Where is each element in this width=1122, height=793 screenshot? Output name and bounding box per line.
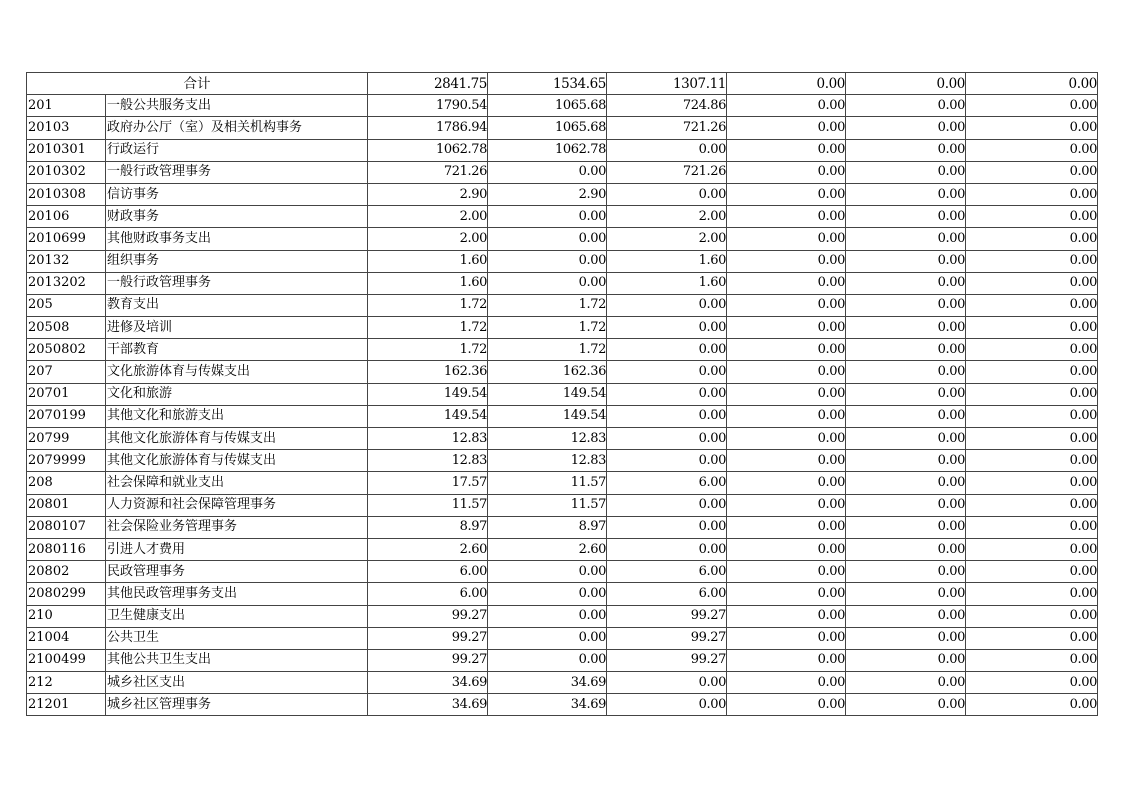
amount-cell: 0.00: [727, 250, 846, 272]
amount-cell: 17.57: [368, 472, 488, 494]
subject-name: 其他文化和旅游支出: [106, 405, 368, 427]
amount-cell: 1065.68: [488, 95, 607, 117]
amount-cell: 0.00: [488, 272, 607, 294]
amount-cell: 0.00: [966, 450, 1098, 472]
table-row: [27, 383, 1098, 405]
subject-code: 2010699: [27, 228, 106, 250]
amount-cell: 11.57: [488, 472, 607, 494]
table-row: [27, 649, 1098, 671]
amount-cell: 0.00: [966, 538, 1098, 560]
amount-cell: 0.00: [966, 206, 1098, 228]
subject-name: 其他文化旅游体育与传媒支出: [106, 428, 368, 450]
amount-cell: 0.00: [966, 605, 1098, 627]
amount-cell: 0.00: [727, 339, 846, 361]
expenditure-table: [26, 72, 1098, 716]
subject-name: 公共卫生: [106, 627, 368, 649]
table-row: [27, 95, 1098, 117]
amount-cell: 0.00: [607, 294, 727, 316]
subject-name: 信访事务: [106, 183, 368, 205]
table-row: [27, 694, 1098, 716]
amount-cell: 0.00: [488, 206, 607, 228]
amount-cell: 0.00: [607, 538, 727, 560]
subject-code: 2079999: [27, 450, 106, 472]
subject-name: 政府办公厅（室）及相关机构事务: [106, 117, 368, 139]
amount-cell: 12.83: [368, 450, 488, 472]
table-row: [27, 494, 1098, 516]
amount-cell: 2.00: [368, 228, 488, 250]
subject-code: 20508: [27, 317, 106, 339]
amount-cell: 162.36: [488, 361, 607, 383]
amount-cell: 1790.54: [368, 95, 488, 117]
total-value-4: 0.00: [727, 73, 846, 95]
amount-cell: 1.72: [368, 339, 488, 361]
amount-cell: 0.00: [727, 117, 846, 139]
amount-cell: 0.00: [846, 361, 966, 383]
amount-cell: 1.72: [488, 294, 607, 316]
table-row: [27, 405, 1098, 427]
amount-cell: 0.00: [727, 605, 846, 627]
amount-cell: 0.00: [966, 228, 1098, 250]
amount-cell: 6.00: [368, 561, 488, 583]
table-row: [27, 561, 1098, 583]
subject-name: 引进人才费用: [106, 538, 368, 560]
total-label: 合计: [27, 73, 368, 95]
amount-cell: 1062.78: [488, 139, 607, 161]
amount-cell: 0.00: [846, 339, 966, 361]
subject-name: 城乡社区支出: [106, 672, 368, 694]
amount-cell: 8.97: [488, 516, 607, 538]
amount-cell: 0.00: [966, 516, 1098, 538]
amount-cell: 0.00: [727, 95, 846, 117]
subject-name: 城乡社区管理事务: [106, 694, 368, 716]
subject-code: 2010308: [27, 183, 106, 205]
amount-cell: 0.00: [846, 538, 966, 560]
subject-name: 文化旅游体育与传媒支出: [106, 361, 368, 383]
amount-cell: 0.00: [607, 361, 727, 383]
amount-cell: 1.72: [368, 294, 488, 316]
amount-cell: 0.00: [727, 183, 846, 205]
amount-cell: 0.00: [846, 383, 966, 405]
amount-cell: 0.00: [966, 339, 1098, 361]
subject-name: 民政管理事务: [106, 561, 368, 583]
amount-cell: 0.00: [966, 672, 1098, 694]
table-row: [27, 250, 1098, 272]
amount-cell: 0.00: [846, 472, 966, 494]
amount-cell: 0.00: [607, 694, 727, 716]
amount-cell: 0.00: [607, 672, 727, 694]
amount-cell: 34.69: [488, 672, 607, 694]
amount-cell: 6.00: [368, 583, 488, 605]
subject-code: 20799: [27, 428, 106, 450]
amount-cell: 0.00: [727, 583, 846, 605]
subject-code: 20801: [27, 494, 106, 516]
amount-cell: 0.00: [607, 139, 727, 161]
amount-cell: 1.60: [368, 250, 488, 272]
subject-name: 其他文化旅游体育与传媒支出: [106, 450, 368, 472]
amount-cell: 0.00: [727, 494, 846, 516]
amount-cell: 12.83: [488, 450, 607, 472]
amount-cell: 0.00: [488, 649, 607, 671]
amount-cell: 0.00: [727, 361, 846, 383]
amount-cell: 0.00: [966, 694, 1098, 716]
amount-cell: 0.00: [727, 450, 846, 472]
amount-cell: 1065.68: [488, 117, 607, 139]
amount-cell: 0.00: [966, 117, 1098, 139]
subject-code: 20132: [27, 250, 106, 272]
subject-code: 205: [27, 294, 106, 316]
amount-cell: 0.00: [607, 183, 727, 205]
amount-cell: 0.00: [488, 605, 607, 627]
amount-cell: 0.00: [966, 294, 1098, 316]
subject-code: 2070199: [27, 405, 106, 427]
subject-name: 其他民政管理事务支出: [106, 583, 368, 605]
amount-cell: 0.00: [846, 450, 966, 472]
subject-code: 20701: [27, 383, 106, 405]
amount-cell: 0.00: [727, 428, 846, 450]
amount-cell: 162.36: [368, 361, 488, 383]
amount-cell: 0.00: [846, 428, 966, 450]
subject-name: 组织事务: [106, 250, 368, 272]
table-row: [27, 538, 1098, 560]
total-row: [27, 73, 1098, 95]
subject-name: 干部教育: [106, 339, 368, 361]
amount-cell: 0.00: [607, 494, 727, 516]
table-row: [27, 450, 1098, 472]
amount-cell: 0.00: [607, 317, 727, 339]
amount-cell: 99.27: [607, 649, 727, 671]
amount-cell: 0.00: [846, 627, 966, 649]
amount-cell: 0.00: [846, 139, 966, 161]
amount-cell: 0.00: [846, 317, 966, 339]
total-value-6: 0.00: [966, 73, 1098, 95]
subject-code: 2010301: [27, 139, 106, 161]
amount-cell: 0.00: [966, 95, 1098, 117]
amount-cell: 0.00: [846, 228, 966, 250]
amount-cell: 0.00: [846, 583, 966, 605]
amount-cell: 0.00: [966, 361, 1098, 383]
amount-cell: 11.57: [488, 494, 607, 516]
subject-name: 教育支出: [106, 294, 368, 316]
subject-name: 财政事务: [106, 206, 368, 228]
amount-cell: 0.00: [727, 472, 846, 494]
table-row: [27, 139, 1098, 161]
amount-cell: 0.00: [846, 117, 966, 139]
table-row: [27, 183, 1098, 205]
amount-cell: 0.00: [488, 561, 607, 583]
subject-name: 社会保险业务管理事务: [106, 516, 368, 538]
subject-name: 其他财政事务支出: [106, 228, 368, 250]
amount-cell: 0.00: [727, 516, 846, 538]
amount-cell: 0.00: [966, 472, 1098, 494]
amount-cell: 2.60: [488, 538, 607, 560]
amount-cell: 0.00: [727, 272, 846, 294]
amount-cell: 2.90: [488, 183, 607, 205]
subject-code: 2050802: [27, 339, 106, 361]
subject-code: 212: [27, 672, 106, 694]
amount-cell: 2.90: [368, 183, 488, 205]
subject-code: 20103: [27, 117, 106, 139]
amount-cell: 99.27: [607, 627, 727, 649]
amount-cell: 1.60: [607, 250, 727, 272]
amount-cell: 1.72: [368, 317, 488, 339]
amount-cell: 0.00: [727, 627, 846, 649]
table-row: [27, 428, 1098, 450]
amount-cell: 8.97: [368, 516, 488, 538]
amount-cell: 0.00: [846, 516, 966, 538]
amount-cell: 0.00: [966, 139, 1098, 161]
total-value-3: 1307.11: [607, 73, 727, 95]
table-row: [27, 472, 1098, 494]
amount-cell: 0.00: [607, 450, 727, 472]
amount-cell: 12.83: [488, 428, 607, 450]
amount-cell: 1.60: [607, 272, 727, 294]
subject-name: 一般公共服务支出: [106, 95, 368, 117]
amount-cell: 0.00: [488, 583, 607, 605]
subject-code: 2080116: [27, 538, 106, 560]
table-row: [27, 294, 1098, 316]
subject-name: 行政运行: [106, 139, 368, 161]
amount-cell: 0.00: [966, 405, 1098, 427]
amount-cell: 0.00: [846, 672, 966, 694]
amount-cell: 1062.78: [368, 139, 488, 161]
amount-cell: 0.00: [846, 95, 966, 117]
amount-cell: 99.27: [368, 649, 488, 671]
total-value-2: 1534.65: [488, 73, 607, 95]
amount-cell: 6.00: [607, 472, 727, 494]
amount-cell: 6.00: [607, 583, 727, 605]
amount-cell: 0.00: [966, 272, 1098, 294]
amount-cell: 0.00: [727, 649, 846, 671]
table-row: [27, 339, 1098, 361]
amount-cell: 0.00: [607, 405, 727, 427]
subject-name: 卫生健康支出: [106, 605, 368, 627]
amount-cell: 0.00: [488, 228, 607, 250]
total-value-5: 0.00: [846, 73, 966, 95]
amount-cell: 0.00: [966, 161, 1098, 183]
amount-cell: 34.69: [368, 694, 488, 716]
table-row: [27, 272, 1098, 294]
amount-cell: 1786.94: [368, 117, 488, 139]
amount-cell: 0.00: [846, 272, 966, 294]
subject-code: 21004: [27, 627, 106, 649]
amount-cell: 1.60: [368, 272, 488, 294]
amount-cell: 0.00: [727, 538, 846, 560]
subject-code: 2080299: [27, 583, 106, 605]
table-row: [27, 516, 1098, 538]
amount-cell: 149.54: [368, 383, 488, 405]
amount-cell: 0.00: [488, 161, 607, 183]
amount-cell: 2.60: [368, 538, 488, 560]
amount-cell: 0.00: [727, 561, 846, 583]
subject-code: 207: [27, 361, 106, 383]
amount-cell: 0.00: [846, 206, 966, 228]
amount-cell: 0.00: [727, 317, 846, 339]
amount-cell: 12.83: [368, 428, 488, 450]
amount-cell: 724.86: [607, 95, 727, 117]
amount-cell: 0.00: [966, 317, 1098, 339]
amount-cell: 2.00: [607, 228, 727, 250]
amount-cell: 0.00: [846, 649, 966, 671]
subject-name: 人力资源和社会保障管理事务: [106, 494, 368, 516]
table-row: [27, 583, 1098, 605]
amount-cell: 0.00: [966, 428, 1098, 450]
amount-cell: 0.00: [966, 583, 1098, 605]
subject-code: 20802: [27, 561, 106, 583]
amount-cell: 0.00: [727, 139, 846, 161]
subject-code: 2013202: [27, 272, 106, 294]
subject-name: 其他公共卫生支出: [106, 649, 368, 671]
amount-cell: 149.54: [488, 405, 607, 427]
amount-cell: 99.27: [607, 605, 727, 627]
subject-name: 文化和旅游: [106, 383, 368, 405]
amount-cell: 149.54: [368, 405, 488, 427]
subject-name: 一般行政管理事务: [106, 272, 368, 294]
subject-code: 2080107: [27, 516, 106, 538]
amount-cell: 99.27: [368, 627, 488, 649]
amount-cell: 721.26: [607, 117, 727, 139]
amount-cell: 0.00: [488, 250, 607, 272]
amount-cell: 2.00: [368, 206, 488, 228]
amount-cell: 0.00: [846, 605, 966, 627]
amount-cell: 2.00: [607, 206, 727, 228]
amount-cell: 34.69: [488, 694, 607, 716]
amount-cell: 0.00: [727, 694, 846, 716]
amount-cell: 0.00: [846, 183, 966, 205]
amount-cell: 0.00: [966, 627, 1098, 649]
table-row: [27, 627, 1098, 649]
amount-cell: 149.54: [488, 383, 607, 405]
amount-cell: 0.00: [966, 383, 1098, 405]
table-row: [27, 206, 1098, 228]
amount-cell: 0.00: [727, 228, 846, 250]
amount-cell: 0.00: [966, 561, 1098, 583]
table-row: [27, 605, 1098, 627]
table-row: [27, 361, 1098, 383]
amount-cell: 0.00: [966, 494, 1098, 516]
amount-cell: 0.00: [846, 250, 966, 272]
subject-code: 201: [27, 95, 106, 117]
amount-cell: 0.00: [727, 294, 846, 316]
amount-cell: 0.00: [846, 694, 966, 716]
subject-name: 一般行政管理事务: [106, 161, 368, 183]
table-row: [27, 117, 1098, 139]
total-value-1: 2841.75: [368, 73, 488, 95]
table-row: [27, 228, 1098, 250]
amount-cell: 0.00: [966, 183, 1098, 205]
amount-cell: 0.00: [607, 383, 727, 405]
amount-cell: 0.00: [727, 206, 846, 228]
amount-cell: 6.00: [607, 561, 727, 583]
amount-cell: 0.00: [846, 161, 966, 183]
amount-cell: 0.00: [846, 405, 966, 427]
amount-cell: 0.00: [966, 250, 1098, 272]
subject-code: 20106: [27, 206, 106, 228]
amount-cell: 99.27: [368, 605, 488, 627]
subject-code: 208: [27, 472, 106, 494]
subject-code: 21201: [27, 694, 106, 716]
amount-cell: 0.00: [607, 428, 727, 450]
subject-name: 进修及培训: [106, 317, 368, 339]
table-row: [27, 317, 1098, 339]
amount-cell: 0.00: [727, 405, 846, 427]
amount-cell: 1.72: [488, 339, 607, 361]
subject-code: 210: [27, 605, 106, 627]
amount-cell: 0.00: [846, 494, 966, 516]
amount-cell: 721.26: [368, 161, 488, 183]
subject-code: 2010302: [27, 161, 106, 183]
subject-code: 2100499: [27, 649, 106, 671]
amount-cell: 0.00: [846, 561, 966, 583]
amount-cell: 0.00: [488, 627, 607, 649]
amount-cell: 0.00: [846, 294, 966, 316]
amount-cell: 1.72: [488, 317, 607, 339]
subject-name: 社会保障和就业支出: [106, 472, 368, 494]
amount-cell: 0.00: [607, 339, 727, 361]
amount-cell: 11.57: [368, 494, 488, 516]
amount-cell: 0.00: [966, 649, 1098, 671]
amount-cell: 0.00: [607, 516, 727, 538]
table-row: [27, 672, 1098, 694]
amount-cell: 721.26: [607, 161, 727, 183]
table-row: [27, 161, 1098, 183]
amount-cell: 34.69: [368, 672, 488, 694]
amount-cell: 0.00: [727, 672, 846, 694]
amount-cell: 0.00: [727, 161, 846, 183]
amount-cell: 0.00: [727, 383, 846, 405]
